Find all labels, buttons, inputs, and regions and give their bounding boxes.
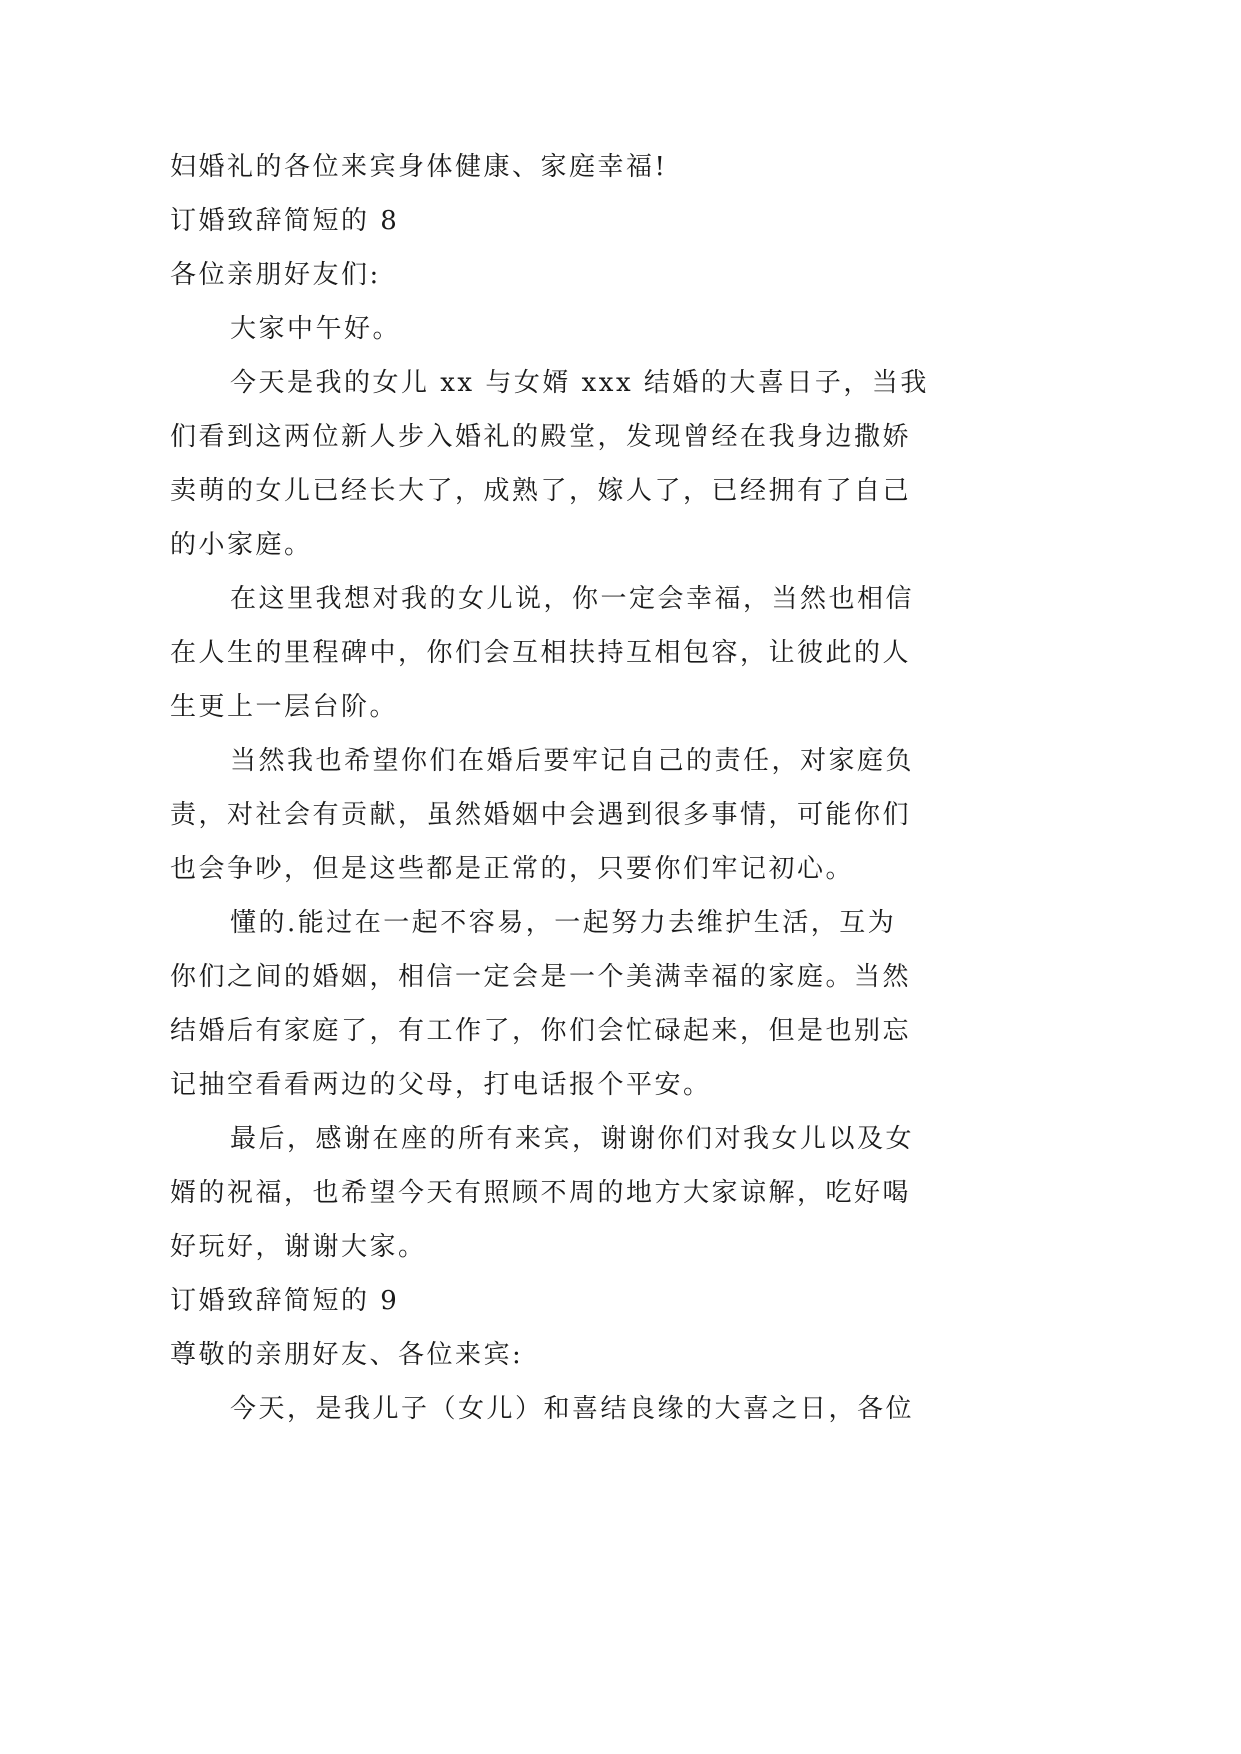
text-line: 结婚后有家庭了，有工作了，你们会忙碌起来，但是也别忘 (170, 1016, 912, 1046)
paragraph-start: 今天，是我儿子（女儿）和喜结良缘的大喜之日，各位 (230, 1394, 915, 1424)
paragraph-start: 大家中午好。 (230, 314, 402, 344)
section-heading: 订婚致辞简短的 8 (170, 206, 400, 236)
paragraph-start: 在这里我想对我的女儿说，你一定会幸福，当然也相信 (230, 584, 915, 614)
text-line: 妇婚礼的各位来宾身体健康、家庭幸福! (170, 152, 668, 182)
text-line: 的小家庭。 (170, 530, 313, 560)
section-heading: 订婚致辞简短的 9 (170, 1286, 400, 1316)
text-line: 卖萌的女儿已经长大了，成熟了，嫁人了，已经拥有了自己 (170, 476, 912, 506)
text-line: 好玩好，谢谢大家。 (170, 1232, 427, 1262)
document-body (170, 140, 940, 1436)
salutation: 尊敬的亲朋好友、各位来宾: (170, 1340, 524, 1370)
text-line: 婿的祝福，也希望今天有照顾不周的地方大家谅解，吃好喝 (170, 1178, 912, 1208)
text-line: 们看到这两位新人步入婚礼的殿堂，发现曾经在我身边撒娇 (170, 422, 912, 452)
paragraph-start: 当然我也希望你们在婚后要牢记自己的责任，对家庭负 (230, 746, 915, 776)
text-line: 生更上一层台阶。 (170, 692, 399, 722)
text-line: 你们之间的婚姻，相信一定会是一个美满幸福的家庭。当然 (170, 962, 912, 992)
text-line: 在人生的里程碑中，你们会互相扶持互相包容，让彼此的人 (170, 638, 912, 668)
paragraph-start: 最后，感谢在座的所有来宾，谢谢你们对我女儿以及女 (230, 1124, 915, 1154)
text-line: 记抽空看看两边的父母，打电话报个平安。 (170, 1070, 712, 1100)
paragraph-start: 今天是我的女儿 xx 与女婿 xxx 结婚的大喜日子，当我 (230, 368, 929, 398)
paragraph-start: 懂的.能过在一起不容易，一起努力去维护生活，互为 (230, 908, 897, 938)
text-line: 也会争吵，但是这些都是正常的，只要你们牢记初心。 (170, 854, 855, 884)
salutation: 各位亲朋好友们: (170, 260, 381, 290)
text-line: 责，对社会有贡献，虽然婚姻中会遇到很多事情，可能你们 (170, 800, 912, 830)
